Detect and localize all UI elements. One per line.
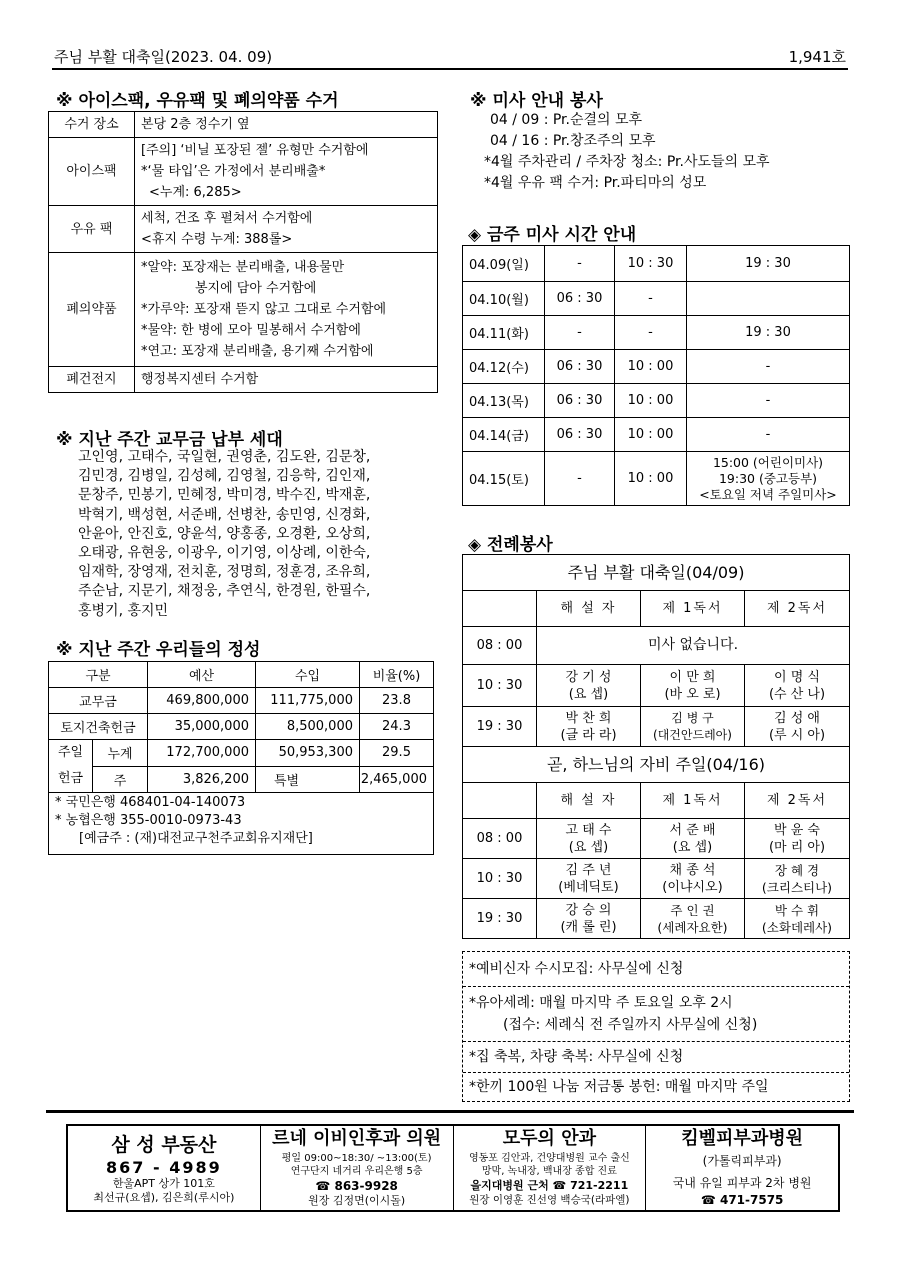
finance-label: 토지건축헌금	[49, 714, 148, 740]
mass-time-b: -	[615, 316, 687, 350]
recycle-value	[135, 206, 438, 253]
liturgy-time: 08 : 00	[463, 627, 537, 665]
table-row	[49, 688, 434, 714]
table-row	[463, 819, 850, 859]
recycle-line: *알약: 포장재는 분리배출, 내용물만	[141, 260, 345, 275]
ad-name: 르네 이비인후과 의원	[272, 1128, 442, 1149]
account-line: * 국민은행 468401-04-140073	[55, 795, 246, 810]
table-row	[463, 783, 850, 819]
mass-time-b: 10 : 00	[615, 418, 687, 452]
mass-times-heading: ◈ 금주 미사 시간 안내	[468, 225, 637, 245]
special-label: 특별	[256, 766, 360, 793]
baptismal-name: (루 시 아)	[768, 727, 826, 743]
minister-name: 박 수 휘	[774, 902, 820, 918]
table-row	[49, 112, 438, 138]
baptismal-name: (요 셉)	[672, 839, 713, 855]
baptismal-name: (글 라 라)	[560, 727, 617, 743]
offering-label: 헌금	[57, 771, 84, 786]
mass-day: 04.12(수)	[463, 350, 545, 384]
notice-item: *예비신자 수시모집: 사무실에 신청	[463, 952, 849, 987]
week-label: 주	[93, 766, 148, 793]
commentator	[537, 707, 641, 747]
mass-day: 04.09(일)	[463, 246, 545, 282]
saturday-mass-line: 19:30 (중고등부)	[718, 470, 818, 486]
first-reader	[641, 899, 745, 939]
mass-time-c	[687, 452, 850, 506]
donor-line: 박혁기, 백성현, 서준배, 선병찬, 송민영, 신경화,	[78, 506, 371, 523]
finance-col-header: 비율(%)	[360, 662, 434, 688]
recycle-key: 수거 장소	[49, 112, 135, 138]
finance-income: 8,500,000	[256, 714, 360, 740]
liturgy-time: 10 : 30	[463, 859, 537, 899]
finance-ratio: 23.8	[360, 688, 434, 714]
bank-accounts	[48, 791, 434, 855]
table-row	[463, 246, 850, 282]
baptismal-name: (이냐시오)	[662, 879, 723, 895]
table-row	[463, 591, 850, 627]
ad-line: 한울APT 상가 101호	[112, 1177, 215, 1190]
ad-line: 원장 김정면(이시돌)	[308, 1194, 406, 1207]
notice-box	[462, 951, 850, 1102]
recycle-line: *가루약: 포장재 뜯지 않고 그대로 수거함에	[141, 302, 387, 317]
baptismal-name: (베네딕토)	[558, 879, 619, 895]
second-reader	[745, 819, 850, 859]
recycle-heading: ※ 아이스팩, 우유팩 및 폐의약품 수거	[56, 91, 339, 111]
first-reader	[641, 707, 745, 747]
recycle-line: *연고: 포장재 분리배출, 용기째 수거함에	[141, 344, 374, 359]
recycle-value	[135, 112, 438, 138]
table-row	[463, 282, 850, 316]
table-row	[463, 555, 850, 591]
commentator	[537, 899, 641, 939]
minister-name: 김 성 애	[774, 710, 820, 726]
finance-budget: 469,800,000	[148, 688, 256, 714]
cumulative-ratio: 29.5	[360, 740, 434, 767]
recycle-line: 세척, 건조 후 펼쳐서 수거함에	[141, 211, 313, 226]
table-row	[49, 367, 438, 393]
table-row	[463, 899, 850, 939]
minister-name: 강 승 의	[565, 902, 612, 918]
liturgy-col-header: 해 설 자	[537, 783, 641, 819]
first-reader	[641, 859, 745, 899]
first-reader	[641, 665, 745, 707]
mass-time-a: -	[545, 452, 615, 506]
recycle-value	[135, 253, 438, 367]
sunday-offering-label	[49, 740, 93, 793]
ad-name: 킴벨피부과병원	[681, 1128, 803, 1149]
recycle-key: 아이스팩	[49, 138, 135, 206]
recycle-value	[135, 138, 438, 206]
baptismal-name: (캐 롤 린)	[560, 919, 617, 935]
ad-phone: ☎ 863-9928	[315, 1179, 398, 1193]
ad-ent-clinic	[261, 1126, 454, 1210]
baptismal-name: (바 오 로)	[664, 686, 721, 702]
baptismal-name: (수 산 나)	[768, 686, 826, 702]
mass-time-a: 06 : 30	[545, 350, 615, 384]
baptismal-name: (세례자요한)	[657, 919, 728, 935]
finance-col-header: 구분	[49, 662, 148, 688]
second-reader	[745, 707, 850, 747]
donor-line: 안윤아, 안진호, 양윤석, 양홍종, 오경환, 오상희,	[78, 525, 371, 542]
baptismal-name: (크리스티나)	[761, 879, 833, 895]
issue-number: 1,941호	[788, 48, 846, 66]
mass-day: 04.11(화)	[463, 316, 545, 350]
table-row	[463, 859, 850, 899]
liturgy-corner	[463, 591, 537, 627]
donor-line: 김민경, 김병일, 김성혜, 김영철, 김응학, 김인재,	[78, 468, 371, 485]
table-row	[463, 418, 850, 452]
table-row	[49, 714, 434, 740]
mass-time-c: 19 : 30	[687, 246, 850, 282]
commentator	[537, 819, 641, 859]
notice-item: *한끼 100원 나눔 저금통 봉헌: 매월 마지막 주일	[469, 1079, 769, 1095]
donor-line: 문창주, 민봉기, 민혜정, 박미경, 박수진, 박재훈,	[78, 487, 371, 504]
table-row	[49, 740, 434, 767]
ad-line: (가톨릭피부과)	[702, 1154, 782, 1168]
donor-list	[78, 448, 438, 621]
saturday-mass-line: 15:00 (어린이미사)	[712, 454, 824, 470]
donor-line: 홍병기, 홍지민	[78, 602, 169, 619]
recycle-line: 행정복지센터 수거함	[141, 372, 259, 387]
advertisement-bar	[66, 1124, 840, 1212]
mass-time-c	[687, 282, 850, 316]
ad-real-estate	[68, 1126, 261, 1210]
donors-heading: ※ 지난 주간 교무금 납부 세대	[56, 430, 283, 450]
ad-name: 모두의 안과	[502, 1128, 596, 1149]
baptismal-name: (마 리 아)	[768, 839, 826, 855]
liturgy-time: 10 : 30	[463, 665, 537, 707]
table-row	[463, 350, 850, 384]
ad-line: 원장 이영훈 진선영 백승국(라파엘)	[469, 1194, 630, 1206]
mass-service-line: *4월 우유 팩 수거: Pr.파티마의 성모	[484, 175, 707, 191]
liturgy-table	[462, 554, 850, 939]
saturday-mass-line: <토요일 저녁 주일미사>	[699, 486, 837, 502]
mass-time-b: -	[615, 282, 687, 316]
recycle-line: 봉지에 담아 수거함에	[195, 281, 317, 296]
footer-rule	[46, 1110, 854, 1113]
mass-time-b: 10 : 00	[615, 452, 687, 506]
finance-budget: 35,000,000	[148, 714, 256, 740]
liturgy-col-header: 제 2독서	[745, 591, 850, 627]
ad-dermatology	[646, 1126, 838, 1210]
minister-name: 이 명 식	[774, 669, 820, 685]
ad-eye-clinic	[454, 1126, 647, 1210]
baptismal-name: (소화데레사)	[761, 919, 833, 935]
finance-ratio: 24.3	[360, 714, 434, 740]
table-row	[463, 665, 850, 707]
recycle-value	[135, 367, 438, 393]
table-row	[463, 316, 850, 350]
liturgy-col-header: 해 설 자	[537, 591, 641, 627]
minister-name: 주 인 권	[670, 902, 715, 918]
table-row	[463, 627, 850, 665]
minister-name: 채 종 석	[669, 862, 716, 878]
recycle-line: <누계: 6,285>	[149, 185, 242, 200]
bulletin-title: 주님 부활 대축일(2023. 04. 09)	[54, 48, 273, 66]
finance-heading: ※ 지난 주간 우리들의 정성	[56, 640, 261, 660]
table-row	[49, 138, 438, 206]
ad-line: 최선규(요셉), 김은희(루시아)	[93, 1191, 235, 1204]
mass-time-a: 06 : 30	[545, 282, 615, 316]
ad-phone: 867 - 4989	[106, 1158, 222, 1177]
minister-name: 박 찬 희	[565, 710, 612, 726]
second-reader	[745, 899, 850, 939]
finance-label: 교무금	[49, 688, 148, 714]
minister-name: 장 혜 경	[774, 862, 820, 878]
minister-name: 서 준 배	[669, 822, 716, 838]
donor-line: 오태광, 유현웅, 이광우, 이기영, 이상례, 이한숙,	[78, 545, 371, 562]
mass-service-line: *4월 주차관리 / 주차장 청소: Pr.사도들의 모후	[484, 154, 770, 170]
cumulative-label: 누계	[93, 740, 148, 767]
recycle-line: 본당 2층 정수기 옆	[141, 117, 250, 132]
donor-line: 고인영, 고태수, 국일현, 권영춘, 김도완, 김문창,	[78, 449, 371, 465]
table-row	[49, 206, 438, 253]
table-row	[49, 766, 434, 793]
first-reader	[641, 819, 745, 859]
recycle-table	[48, 111, 438, 393]
minister-name: 강 기 성	[565, 669, 612, 685]
table-row	[463, 384, 850, 418]
liturgy-col-header: 제 2독서	[745, 783, 850, 819]
donor-line: 주순남, 지문기, 채정웅, 추연식, 한경원, 한필수,	[78, 583, 371, 600]
ad-phone: 을지대병원 근처 ☎ 721-2211	[470, 1179, 629, 1192]
mass-service-heading: ※ 미사 안내 봉사	[470, 91, 603, 111]
recycle-key: 폐건전지	[49, 367, 135, 393]
notice-line: *유아세례: 매월 마지막 주 토요일 오후 2시	[469, 995, 733, 1011]
commentator	[537, 665, 641, 707]
cumulative-budget: 172,700,000	[148, 740, 256, 767]
ad-line: 망막, 녹내장, 백내장 종합 진료	[481, 1166, 617, 1177]
minister-name: 고 태 수	[565, 822, 612, 838]
account-holder: [예금주 : (재)대전교구천주교회유지재단]	[79, 831, 313, 846]
mass-time-c: -	[687, 418, 850, 452]
liturgy-time: 19 : 30	[463, 899, 537, 939]
minister-name: 이 만 희	[669, 669, 716, 685]
liturgy-col-header: 제 1독서	[641, 783, 745, 819]
mass-service-line: 04 / 16 : Pr.창조주의 모후	[490, 133, 656, 149]
liturgy-corner	[463, 783, 537, 819]
mass-service-line: 04 / 09 : Pr.순결의 모후	[490, 112, 643, 128]
mass-time-b: 10 : 00	[615, 350, 687, 384]
minister-name: 김 주 년	[565, 862, 612, 878]
mass-service-list	[484, 110, 844, 194]
sunday-label: 주일	[57, 745, 84, 760]
second-reader	[745, 859, 850, 899]
notice-line: (접수: 세례식 전 주일까지 사무실에 신청)	[503, 1017, 758, 1033]
donor-line: 임재학, 장영재, 전치훈, 정명희, 정훈경, 조유희,	[78, 564, 371, 581]
special-amount: 2,465,000	[360, 766, 434, 793]
account-line: * 농협은행 355-0010-0973-43	[55, 813, 242, 828]
ad-line: 국내 유일 피부과 2차 병원	[672, 1176, 812, 1190]
mass-times-table	[462, 245, 850, 506]
liturgy-heading: ◈ 전례봉사	[468, 535, 553, 555]
baptismal-name: (요 셉)	[568, 686, 609, 702]
recycle-line: *물약: 한 병에 모아 밀봉해서 수거함에	[141, 323, 361, 338]
mass-day: 04.13(목)	[463, 384, 545, 418]
liturgy-col-header: 제 1독서	[641, 591, 745, 627]
recycle-line: [주의] ‘비닐 포장된 젤’ 유형만 수거함에	[141, 143, 369, 158]
recycle-key: 우유 팩	[49, 206, 135, 253]
finance-col-header: 수입	[256, 662, 360, 688]
ad-line: 영동포 김안과, 건양대병원 교수 출신	[468, 1153, 630, 1164]
liturgy-day-title: 주님 부활 대축일(04/09)	[463, 555, 850, 591]
mass-time-b: 10 : 00	[615, 384, 687, 418]
page-header	[52, 44, 848, 70]
mass-time-c: -	[687, 350, 850, 384]
recycle-line: *‘물 타입’은 가정에서 분리배출*	[141, 164, 326, 179]
mass-time-a: 06 : 30	[545, 418, 615, 452]
mass-time-a: 06 : 30	[545, 384, 615, 418]
mass-time-a: -	[545, 316, 615, 350]
mass-time-a: -	[545, 246, 615, 282]
commentator	[537, 859, 641, 899]
mass-time-c: 19 : 30	[687, 316, 850, 350]
minister-name: 박 윤 숙	[774, 822, 820, 838]
finance-income: 111,775,000	[256, 688, 360, 714]
table-row	[49, 662, 434, 688]
table-row	[463, 747, 850, 783]
recycle-line: <휴지 수령 누계: 388롤>	[141, 232, 293, 247]
notice-item	[463, 987, 849, 1042]
mass-time-c: -	[687, 384, 850, 418]
no-mass-note: 미사 없습니다.	[537, 627, 850, 665]
mass-day: 04.14(금)	[463, 418, 545, 452]
table-row	[463, 707, 850, 747]
mass-day: 04.15(토)	[463, 452, 545, 506]
cumulative-income: 50,953,300	[256, 740, 360, 767]
mass-day: 04.10(월)	[463, 282, 545, 316]
baptismal-name: (요 셉)	[568, 839, 609, 855]
liturgy-time: 08 : 00	[463, 819, 537, 859]
second-reader	[745, 665, 850, 707]
ad-phone: ☎ 471-7575	[700, 1193, 784, 1207]
ad-line: 평일 09:00~18:30/ ~13:00(토)	[281, 1153, 432, 1164]
minister-name: 김 병 구	[671, 710, 714, 725]
table-row	[49, 253, 438, 367]
table-row	[463, 452, 850, 506]
liturgy-time: 19 : 30	[463, 707, 537, 747]
week-amount: 3,826,200	[148, 766, 256, 793]
finance-table	[48, 661, 434, 793]
liturgy-day-title: 곧, 하느님의 자비 주일(04/16)	[463, 747, 850, 783]
mass-time-b: 10 : 30	[615, 246, 687, 282]
ad-name: 삼 성 부동산	[111, 1134, 217, 1156]
baptismal-name: (대건안드레아)	[653, 727, 732, 742]
recycle-key: 폐의약품	[49, 253, 135, 367]
ad-line: 연구단지 네거리 우리은행 5층	[290, 1166, 423, 1177]
notice-item: *집 축복, 차량 축복: 사무실에 신청	[463, 1042, 849, 1073]
finance-col-header: 예산	[148, 662, 256, 688]
